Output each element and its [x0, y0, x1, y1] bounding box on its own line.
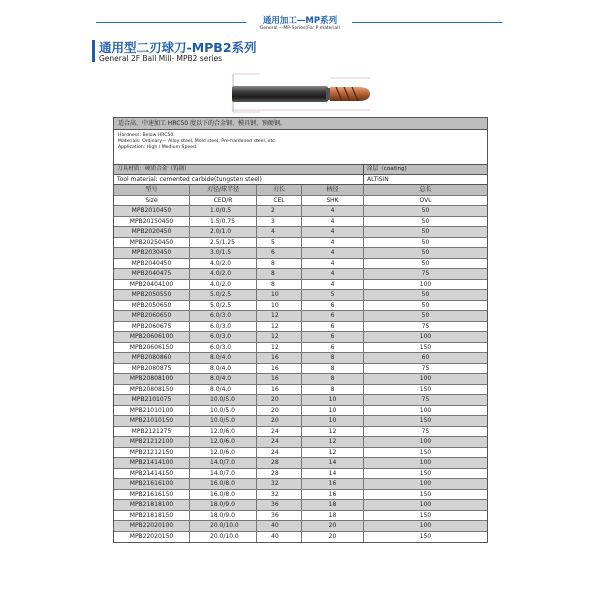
cell-ced-r: 20.0/10.0	[190, 521, 257, 531]
cell-ovl: 100	[419, 438, 432, 445]
cell-ced-r: 4.0/2.0	[190, 280, 257, 290]
cell-shk: 4	[302, 227, 364, 237]
table-row	[114, 343, 487, 354]
cell-ovl: 150	[419, 469, 432, 477]
cell-shk: 6	[302, 332, 364, 342]
cell-cel: 12	[257, 332, 302, 342]
cell-size: MPB20250450	[114, 238, 190, 248]
description-en-line: Materials: Ordinary— Alloy steel, Mold steel, Pre-hardened steel.,etc.	[118, 139, 277, 144]
table-row	[114, 269, 487, 280]
cell-ced-r: 4.0/2.0	[190, 269, 257, 279]
cell-ced-r: 16.0/8.0	[190, 490, 257, 500]
table-row	[114, 406, 487, 417]
cell-cel: 24	[257, 437, 302, 447]
table-body	[114, 206, 487, 542]
cell-cel: 12	[257, 322, 302, 332]
table-row	[114, 290, 487, 301]
cell-ced-r: 4.0/2.0	[190, 259, 257, 269]
cell-shk: 16	[302, 490, 364, 500]
cell-ced-r: 20.0/10.0	[190, 532, 257, 543]
cell-cel: 40	[257, 532, 302, 543]
tool-material-cn: 刀具材质：硬质合金（钨钢）	[114, 165, 364, 174]
cell-ovl: 100	[419, 375, 432, 382]
table-row	[114, 532, 487, 543]
spec-table	[113, 117, 488, 543]
cell-cel: 12	[257, 343, 302, 353]
cell-cel: 3	[257, 217, 302, 227]
cell-cel: 6	[257, 248, 302, 258]
cell-size: MPB2121275	[114, 427, 190, 437]
cell-cel: 10	[257, 301, 302, 311]
cell-ovl: 100	[419, 522, 432, 529]
table-row	[114, 500, 487, 511]
material-row-cn	[114, 165, 487, 175]
table-row	[114, 479, 487, 490]
cell-ced-r: 8.0/4.0	[190, 374, 257, 384]
series-header	[0, 16, 600, 32]
tool-material-en: Tool material: cemented carbide(tungsten steel)	[114, 175, 364, 184]
cell-shk: 8	[302, 353, 364, 363]
cell-size: MPB22020150	[114, 532, 190, 543]
cell-ovl: 50	[421, 301, 430, 309]
cell-ovl: 100	[419, 459, 432, 466]
coating-label: 涂层（coating)	[367, 166, 407, 172]
cell-size: MPB20404100	[114, 280, 190, 290]
table-row	[114, 427, 487, 438]
table-row	[114, 490, 487, 501]
column-headers-cn	[114, 185, 487, 196]
table-row	[114, 322, 487, 333]
cell-shk: 10	[302, 416, 364, 426]
cell-ced-r: 1.0/0.5	[190, 206, 257, 216]
cell-shk: 5	[302, 290, 364, 300]
cell-cel: 32	[257, 490, 302, 500]
col-header-overall-cn: 总长	[419, 186, 432, 193]
cell-size: MPB21010150	[114, 416, 190, 426]
col-header-cut-length-cn: 刃长	[257, 185, 302, 195]
cell-size: MPB2080860	[114, 353, 190, 363]
cell-size: MPB2060675	[114, 322, 190, 332]
cell-shk: 6	[302, 311, 364, 321]
cell-ovl: 50	[421, 228, 430, 235]
description-en-line: Hardness: Below HRC50.	[118, 133, 175, 138]
cell-ced-r: 2.5/1.25	[190, 238, 257, 248]
cell-shk: 12	[302, 427, 364, 437]
table-row	[114, 511, 487, 522]
cell-ovl: 75	[421, 364, 430, 372]
cell-ovl: 50	[421, 249, 430, 256]
table-row	[114, 280, 487, 291]
col-header-model-cn: 型号	[114, 185, 190, 195]
cell-cel: 12	[257, 311, 302, 321]
col-header-ced-r: CED/R	[190, 196, 257, 206]
cell-ovl: 50	[421, 238, 430, 246]
cell-size: MPB2040475	[114, 269, 190, 279]
cell-shk: 10	[302, 406, 364, 416]
cell-cel: 32	[257, 479, 302, 489]
header-rule-left	[96, 22, 246, 23]
cell-ovl: 75	[421, 396, 430, 403]
cell-size: MPB21414100	[114, 458, 190, 468]
cell-cel: 36	[257, 500, 302, 510]
product-title-cn: 通用型二刃球刀-MPB2系列	[99, 40, 257, 55]
cell-size: MPB2020450	[114, 227, 190, 237]
cell-shk: 18	[302, 511, 364, 521]
cell-ovl: 100	[419, 333, 432, 340]
cell-cel: 40	[257, 521, 302, 531]
table-row	[114, 217, 487, 228]
product-title-en: General 2F Ball Mill- MPB2 series	[99, 54, 223, 63]
cell-size: MPB21818100	[114, 500, 190, 510]
table-row	[114, 206, 487, 217]
cell-shk: 4	[302, 248, 364, 258]
cell-ced-r: 8.0/4.0	[190, 364, 257, 374]
cell-ced-r: 5.0/2.5	[190, 290, 257, 300]
cell-shk: 4	[302, 259, 364, 269]
cell-ovl: 100	[419, 480, 432, 487]
cell-shk: 8	[302, 385, 364, 395]
table-row	[114, 311, 487, 322]
cell-size: MPB20808150	[114, 385, 190, 395]
table-row	[114, 353, 487, 364]
cell-ovl: 150	[419, 343, 432, 351]
cell-size: MPB21212100	[114, 437, 190, 447]
cell-ovl: 75	[421, 270, 430, 277]
table-row	[114, 469, 487, 480]
cell-size: MPB21616100	[114, 479, 190, 489]
cell-size: MPB21414150	[114, 469, 190, 479]
cell-ced-r: 8.0/4.0	[190, 385, 257, 395]
cell-shk: 10	[302, 395, 364, 405]
cell-cel: 8	[257, 280, 302, 290]
cell-size: MPB2030450	[114, 248, 190, 258]
cell-shk: 18	[302, 500, 364, 510]
cell-ced-r: 5.0/2.5	[190, 301, 257, 311]
cell-ced-r: 12.0/6.0	[190, 448, 257, 458]
cell-size: MPB2080875	[114, 364, 190, 374]
cell-ovl: 150	[419, 511, 432, 519]
col-header-shank-cn: 柄径	[302, 185, 364, 195]
cell-shk: 16	[302, 479, 364, 489]
cell-ovl: 50	[421, 259, 430, 267]
material-row-en	[114, 175, 487, 185]
cell-ced-r: 12.0/6.0	[190, 437, 257, 447]
cell-shk: 12	[302, 448, 364, 458]
cell-ced-r: 10.0/5.0	[190, 406, 257, 416]
cell-size: MPB2040450	[114, 259, 190, 269]
cell-ced-r: 10.0/5.0	[190, 395, 257, 405]
cell-size: MPB2050550	[114, 290, 190, 300]
cell-size: MPB22020100	[114, 521, 190, 531]
description-cn: 适合高、中速加工 HRC50 度以下的合金钢、模具钢、预硬钢。	[114, 118, 487, 130]
cell-ced-r: 3.0/1.5	[190, 248, 257, 258]
cell-cel: 28	[257, 458, 302, 468]
table-row	[114, 448, 487, 459]
description-en	[114, 130, 487, 165]
cell-cel: 8	[257, 259, 302, 269]
cell-size: MPB2050650	[114, 301, 190, 311]
series-subtitle: General —MP-Series(For P material)	[259, 26, 341, 31]
cell-cel: 20	[257, 395, 302, 405]
cell-ovl: 50	[421, 217, 430, 225]
ball-end-mill-illustration	[230, 70, 380, 116]
cell-ced-r: 1.5/0.75	[190, 217, 257, 227]
cell-shk: 20	[302, 521, 364, 531]
cell-cel: 5	[257, 238, 302, 248]
cell-cel: 24	[257, 448, 302, 458]
title-accent-bar	[92, 40, 95, 62]
cell-shk: 12	[302, 437, 364, 447]
cell-ced-r: 6.0/3.0	[190, 322, 257, 332]
cell-shk: 4	[302, 280, 364, 290]
cell-ovl: 150	[419, 417, 432, 424]
cell-cel: 28	[257, 469, 302, 479]
cell-cel: 20	[257, 406, 302, 416]
cell-size: MPB20150450	[114, 217, 190, 227]
cell-ovl: 150	[419, 448, 432, 456]
cell-cel: 4	[257, 227, 302, 237]
cell-size: MPB21616150	[114, 490, 190, 500]
cell-ovl: 50	[421, 291, 430, 298]
cell-shk: 20	[302, 532, 364, 543]
cell-ced-r: 14.0/7.0	[190, 458, 257, 468]
cell-ced-r: 8.0/4.0	[190, 353, 257, 363]
cell-size: MPB21818150	[114, 511, 190, 521]
cell-shk: 4	[302, 217, 364, 227]
table-row	[114, 301, 487, 312]
cell-shk: 4	[302, 269, 364, 279]
cell-cel: 16	[257, 364, 302, 374]
cell-ovl: 50	[421, 207, 430, 214]
col-header-diameter-cn: 刃径/球半径	[190, 185, 257, 195]
cell-ovl: 150	[419, 532, 432, 540]
cell-ced-r: 6.0/3.0	[190, 332, 257, 342]
cell-ced-r: 12.0/6.0	[190, 427, 257, 437]
cell-shk: 6	[302, 343, 364, 353]
cell-ovl: 50	[421, 312, 430, 319]
table-row	[114, 385, 487, 396]
cell-ced-r: 6.0/3.0	[190, 343, 257, 353]
table-row	[114, 227, 487, 238]
cell-cel: 36	[257, 511, 302, 521]
cell-size: MPB2101075	[114, 395, 190, 405]
cell-ovl: 100	[419, 280, 432, 288]
cell-shk: 14	[302, 469, 364, 479]
cell-shk: 6	[302, 301, 364, 311]
col-header-ovl: OVL	[419, 196, 432, 204]
cell-ced-r: 14.0/7.0	[190, 469, 257, 479]
cell-ovl: 60	[421, 354, 430, 361]
cell-size: MPB20606100	[114, 332, 190, 342]
table-row	[114, 364, 487, 375]
cell-ced-r: 6.0/3.0	[190, 311, 257, 321]
cell-shk: 14	[302, 458, 364, 468]
cell-cel: 16	[257, 374, 302, 384]
header-rule-right	[352, 22, 502, 23]
cell-cel: 8	[257, 269, 302, 279]
table-row	[114, 259, 487, 270]
cell-shk: 8	[302, 364, 364, 374]
cell-size: MPB2010450	[114, 206, 190, 216]
table-row	[114, 521, 487, 532]
cell-ced-r: 16.0/8.0	[190, 479, 257, 489]
series-title: 通用加工—MP系列	[262, 16, 338, 26]
cell-shk: 8	[302, 374, 364, 384]
cell-ovl: 150	[419, 490, 432, 498]
cell-cel: 2	[257, 206, 302, 216]
cell-cel: 20	[257, 416, 302, 426]
cell-ovl: 75	[421, 427, 430, 435]
cell-ced-r: 10.0/5.0	[190, 416, 257, 426]
table-row	[114, 374, 487, 385]
cell-size: MPB20808100	[114, 374, 190, 384]
col-header-cel: CEL	[257, 196, 302, 206]
cell-cel: 24	[257, 427, 302, 437]
table-row	[114, 416, 487, 427]
cell-ovl: 150	[419, 385, 432, 393]
cell-cel: 16	[257, 385, 302, 395]
cell-size: MPB2060650	[114, 311, 190, 321]
col-header-size: Size	[114, 196, 190, 206]
description-en-line: Application: High / Medium Speed.	[118, 145, 198, 150]
cell-ovl: 100	[419, 501, 432, 508]
cell-size: MPB21212150	[114, 448, 190, 458]
cell-size: MPB20606150	[114, 343, 190, 353]
cell-ovl: 75	[421, 322, 430, 330]
cell-ced-r: 18.0/9.0	[190, 511, 257, 521]
column-headers-en	[114, 196, 487, 207]
cell-ced-r: 18.0/9.0	[190, 500, 257, 510]
table-row	[114, 458, 487, 469]
cell-ced-r: 2.0/1.0	[190, 227, 257, 237]
cell-shk: 6	[302, 322, 364, 332]
table-row	[114, 248, 487, 259]
col-header-shk: SHK	[302, 196, 364, 206]
table-row	[114, 437, 487, 448]
table-row	[114, 332, 487, 343]
cell-size: MPB21010100	[114, 406, 190, 416]
cell-cel: 10	[257, 290, 302, 300]
cell-cel: 16	[257, 353, 302, 363]
cell-shk: 4	[302, 206, 364, 216]
cell-ovl: 100	[419, 406, 432, 414]
coating-value: ALTiSiN	[367, 176, 389, 183]
table-row	[114, 238, 487, 249]
cell-shk: 4	[302, 238, 364, 248]
table-row	[114, 395, 487, 406]
